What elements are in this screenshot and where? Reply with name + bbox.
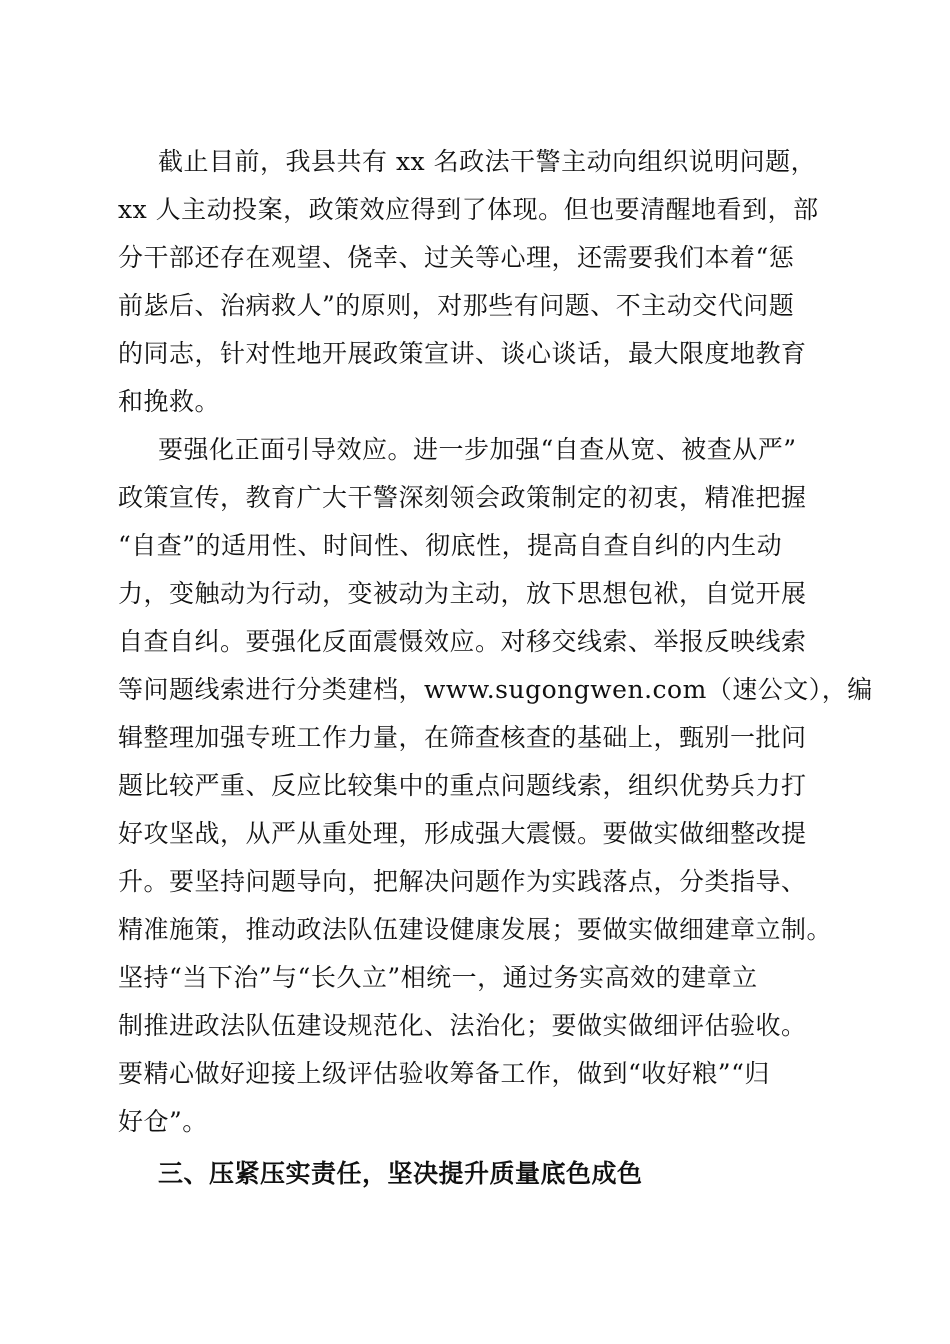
text-line: 和挽救。 [118,387,221,416]
text-line: 要精心做好迎接上级评估验收筹备工作，做到“收好粮”“归 [118,1059,770,1088]
text-line: “自查”的适用性、时间性、彻底性，提高自查自纠的内生动 [118,531,783,560]
text-line: 的同志，针对性地开展政策宣讲、谈心谈话，最大限度地教育 [118,339,807,368]
text-line: 等问题线索进行分类建档，www.sugongwen.com（速公文），编 [118,675,873,704]
text-line: 前毖后、治病救人”的原则，对那些有问题、不主动交代问题 [118,291,795,320]
paragraph-guidance [118,426,873,1146]
text-line: 好仓”。 [118,1107,208,1136]
paragraph-status [118,138,838,426]
text-line: xx 人主动投案，政策效应得到了体现。但也要清醒地看到，部 [118,195,819,224]
text-line: 政策宣传，教育广大干警深刻领会政策制定的初衷，精准把握 [118,483,807,512]
text-line: 自查自纠。要强化反面震慑效应。对移交线索、举报反映线索 [118,627,807,656]
text-line: 升。要坚持问题导向，把解决问题作为实践落点，分类指导、 [118,867,807,896]
text-line: 力，变触动为行动，变被动为主动，放下思想包袱，自觉开展 [118,579,807,608]
text-line: 制推进政法队伍建设规范化、法治化；要做实做细评估验收。 [118,1011,807,1040]
text-line: 要强化正面引导效应。进一步加强“自查从宽、被查从严” [158,435,797,464]
text-line: 辑整理加强专班工作力量，在筛查核查的基础上，甄别一批问 [118,723,807,752]
text-line: 分干部还存在观望、侥幸、过关等心理，还需要我们本着“惩 [118,243,795,272]
text-line: 截止目前，我县共有 xx 名政法干警主动向组织说明问题， [158,147,817,176]
text-line: 好攻坚战，从严从重处理，形成强大震慑。要做实做细整改提 [118,819,807,848]
document-body [118,138,873,1198]
section-heading: 三、压紧压实责任，坚决提升质量底色成色 [158,1159,643,1188]
text-line: 坚持“当下治”与“长久立”相统一，通过务实高效的建章立 [118,963,758,992]
text-line: 精准施策，推动政法队伍建设健康发展；要做实做细建章立制。 [118,915,833,944]
text-line: 题比较严重、反应比较集中的重点问题线索，组织优势兵力打 [118,771,807,800]
